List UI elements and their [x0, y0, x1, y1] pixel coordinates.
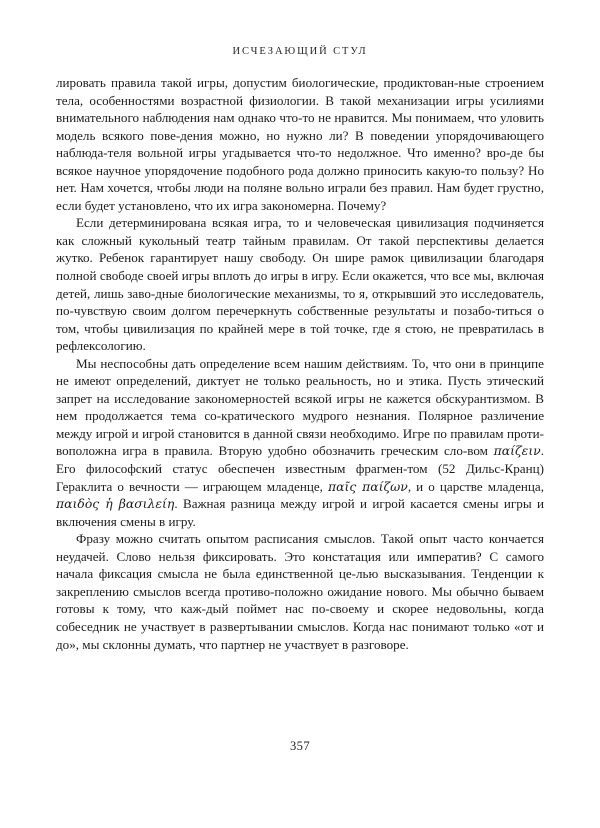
- greek-term-paizein: παίζειν: [493, 443, 541, 459]
- page-number: 357: [289, 739, 311, 753]
- paragraph-4: Фразу можно считать опытом расписания смыслов. Такой опыт часто кончается неудачей. Слово нельзя фиксировать. Это констатация или императив? С самого начала фиксация смысла не была единственной це-лью высказывания. Тенденции к закреплению смыслов всегда противо-положно ожидание нового. Мы обычно бываем готовы к тому, что каж-дый поймет нас по-своему и скорее недовольны, когда собеседник не участвует в развертывании смыслов. Когда нас понимают только «от и до», мы склонны думать, что партнер не участвует в разговоре.: [56, 531, 544, 652]
- paragraph-3-text-after-term-3: . Важная разница между игрой и игрой касается смены игры и включения смены в игру.: [56, 496, 544, 529]
- paragraph-3-text-after-term-2: , и о царстве младенца,: [407, 478, 545, 494]
- paragraph-3-text-after-term-1: . Его философский статус обеспечен известным фрагмен-том (52 Дильс-Кранц) Гераклита о вечности — играющем младенце,: [56, 443, 544, 494]
- greek-term-pais-paizon: παῖς παίζων: [328, 478, 408, 494]
- running-head: ИСЧЕЗАЮЩИЙ СТУЛ: [232, 46, 368, 57]
- paragraph-3: [56, 355, 544, 530]
- body-text-block: [56, 74, 544, 653]
- greek-term-paidos-basileie: παιδὸς ἡ βασιλείη: [56, 496, 175, 512]
- paragraph-3-lead-text: Мы неспособны дать определение всем нашим действиям. То, что они в принципе не имеют определений, диктует не только реальность, но и этика. Пусть этический запрет на исследование закономерностей всякой игры не кажется обскурантизмом. В нем продолжается тема со-кратического мудрого незнания. Полярное различение между игрой и игрой становится в данной связи необходимо. Игре по правилам проти-воположна игра в правила. Вторую удобно обозначить греческим сло-вом: [56, 355, 544, 459]
- paragraph-2: Если детерминирована всякая игра, то и человеческая цивилизация подчиняется как сложный кукольный театр тайным правилам. От такой перспективы делается жутко. Ребенок гарантирует нашу свободу. Он шире рамок цивилизации благодаря полной свободе своей игры вплоть до игры в игру. Если окажется, что все мы, включая детей, лишь заво-дные биологические механизмы, то я, открывший это исследователь, по-чувствую своим долгом перечеркнуть собственные результаты и позабо-титься о том, чтобы цивилизация по крайней мере в той точке, где я стою, не превратилась в рефлексологию.: [56, 215, 544, 354]
- paragraph-1: лировать правила такой игры, допустим биологические, продиктован-ные строением тела, особенностями возрастной физиологии. В такой механизации игры усилиями внимательного наблюдения нам однако что-то не нравится. Мы понимаем, что уловить модель всякого пове-дения можно, но нужно ли? В поведении упорядочивающего наблюда-теля вольной игры угадывается что-то недолжное. Что именно? вро-де бы всякое научное упорядочение подобного рода должно приносить какую-то пользу? Но нет. Нам хочется, чтобы люди на поляне вольно играли без правил. Нам будет грустно, если будет установлено, что их игра закономерна. Почему?: [56, 75, 544, 213]
